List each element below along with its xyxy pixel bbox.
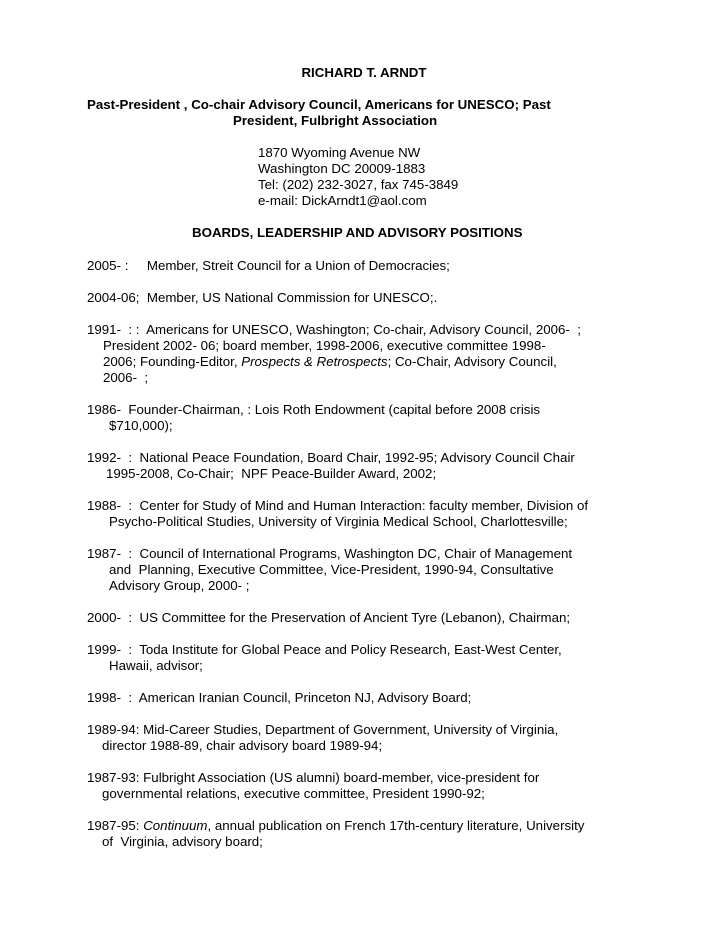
entry-line: 1987- : Council of International Programs, Washington DC, Chair of Management [87,546,573,561]
entry-line: $710,000); [109,418,173,433]
title-line-1: Past-President , Co-chair Advisory Council, Americans for UNESCO; Past [87,97,551,112]
address-city: Washington DC 20009-1883 [258,161,426,176]
entry-line: President 2002- 06; board member, 1998-2006, executive committee 1998- [103,338,546,353]
entry-line: 2006- ; [103,370,149,385]
entry-line: 2000- : US Committee for the Preservation of Ancient Tyre (Lebanon), Chairman; [87,610,571,625]
entry-line: 1999- : Toda Institute for Global Peace and Policy Research, East-West Center, [87,642,562,657]
entry-line: 1987-93: Fulbright Association (US alumni) board-member, vice-president for [87,770,540,785]
entry-line: 1986- Founder-Chairman, : Lois Roth Endowment (capital before 2008 crisis [87,402,541,417]
entry-line: 2006; Founding-Editor, Prospects & Retrospects; Co-Chair, Advisory Council, [103,354,557,369]
entry-line: Psycho-Political Studies, University of Virginia Medical School, Charlottesville; [109,514,568,529]
entry-line: 1998- : American Iranian Council, Princeton NJ, Advisory Board; [87,690,472,705]
publication-title: Continuum [143,818,208,833]
entry-line: 2004-06; Member, US National Commission for UNESCO;. [87,290,438,305]
entry-line: Advisory Group, 2000- ; [109,578,250,593]
entry-line: 1989-94: Mid-Career Studies, Department of Government, University of Virginia, [87,722,559,737]
section-heading: BOARDS, LEADERSHIP AND ADVISORY POSITIONS [192,225,523,240]
entry-line: 1987-95: Continuum, annual publication on French 17th-century literature, University [87,818,585,833]
entry-line: and Planning, Executive Committee, Vice-President, 1990-94, Consultative [109,562,554,577]
title-line-2: President, Fulbright Association [233,113,438,128]
address-street: 1870 Wyoming Avenue NW [258,145,421,160]
entry-line: 1995-2008, Co-Chair; NPF Peace-Builder Award, 2002; [106,466,437,481]
entry-line: director 1988-89, chair advisory board 1989-94; [102,738,383,753]
entry-line: 1988- : Center for Study of Mind and Human Interaction: faculty member, Division of [87,498,589,513]
entry-line: of Virginia, advisory board; [102,834,263,849]
phone-fax: Tel: (202) 232-3027, fax 745-3849 [258,177,459,192]
entry-line: 2005- : Member, Streit Council for a Union of Democracies; [87,258,450,273]
entry-line: 1991- : : Americans for UNESCO, Washington; Co-chair, Advisory Council, 2006- ; [87,322,581,337]
entry-line: 1992- : National Peace Foundation, Board Chair, 1992-95; Advisory Council Chair [87,450,575,465]
email-address: e-mail: DickArndt1@aol.com [258,193,427,208]
entry-line: Hawaii, advisor; [109,658,203,673]
person-name: RICHARD T. ARNDT [301,65,427,80]
publication-title: Prospects & Retrospects [241,354,388,369]
entry-line: governmental relations, executive committee, President 1990-92; [102,786,485,801]
